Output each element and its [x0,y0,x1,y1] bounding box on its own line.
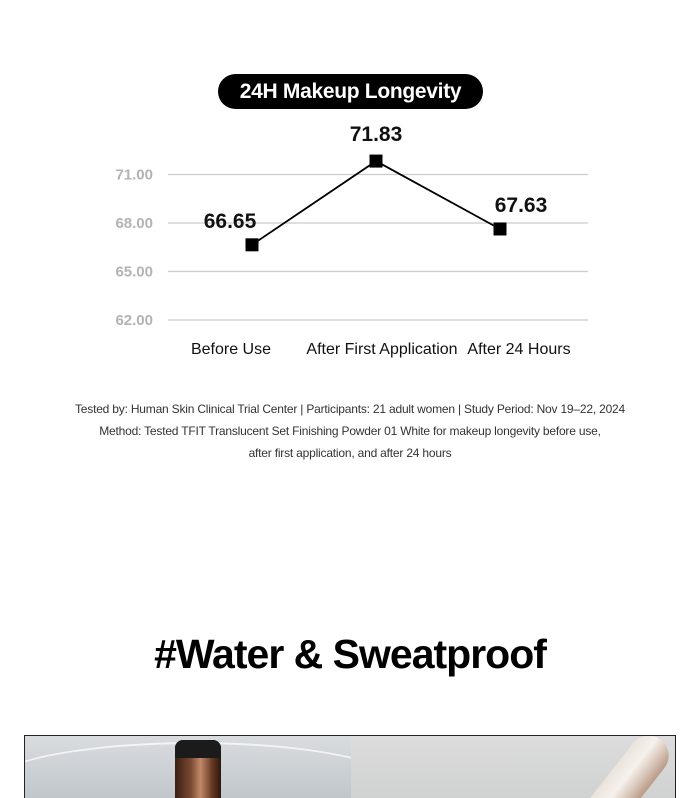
study-notes-line-3: after first application, and after 24 hours [248,446,452,460]
applicator-stick-shape [565,736,675,798]
study-notes [0,398,700,464]
brush-in-water-photo [25,736,351,798]
series-line [252,161,500,245]
data-point-marker [370,155,383,168]
data-point-marker [494,222,507,235]
y-tick-label: 68.00 [115,215,153,232]
x-category-label: After First Application [306,341,458,358]
brush-band-shape [175,740,221,758]
x-category-label: Before Use [190,341,272,358]
data-label: 66.65 [203,209,257,233]
study-notes-line-2: Method: Tested TFIT Translucent Set Finishing Powder 01 White for makeup longevity before use, [99,424,601,438]
data-point-marker [246,238,259,251]
section-title: #Water & Sweatproof [154,631,546,677]
study-notes-line-1: Tested by: Human Skin Clinical Trial Center | Participants: 21 adult women | Study Period: Nov 19–22, 2024 [75,402,625,416]
product-photo-strip [24,735,676,798]
applicator-photo [351,736,675,798]
chart-title-badge: 24H Makeup Longevity [218,74,483,109]
y-tick-label: 62.00 [115,312,153,329]
y-tick-label: 71.00 [115,166,153,184]
y-tick-label: 65.00 [115,263,153,281]
data-label: 71.83 [349,123,403,147]
data-label: 67.63 [494,193,548,217]
line-chart [0,0,700,380]
x-category-label: After 24 Hours [467,341,571,358]
